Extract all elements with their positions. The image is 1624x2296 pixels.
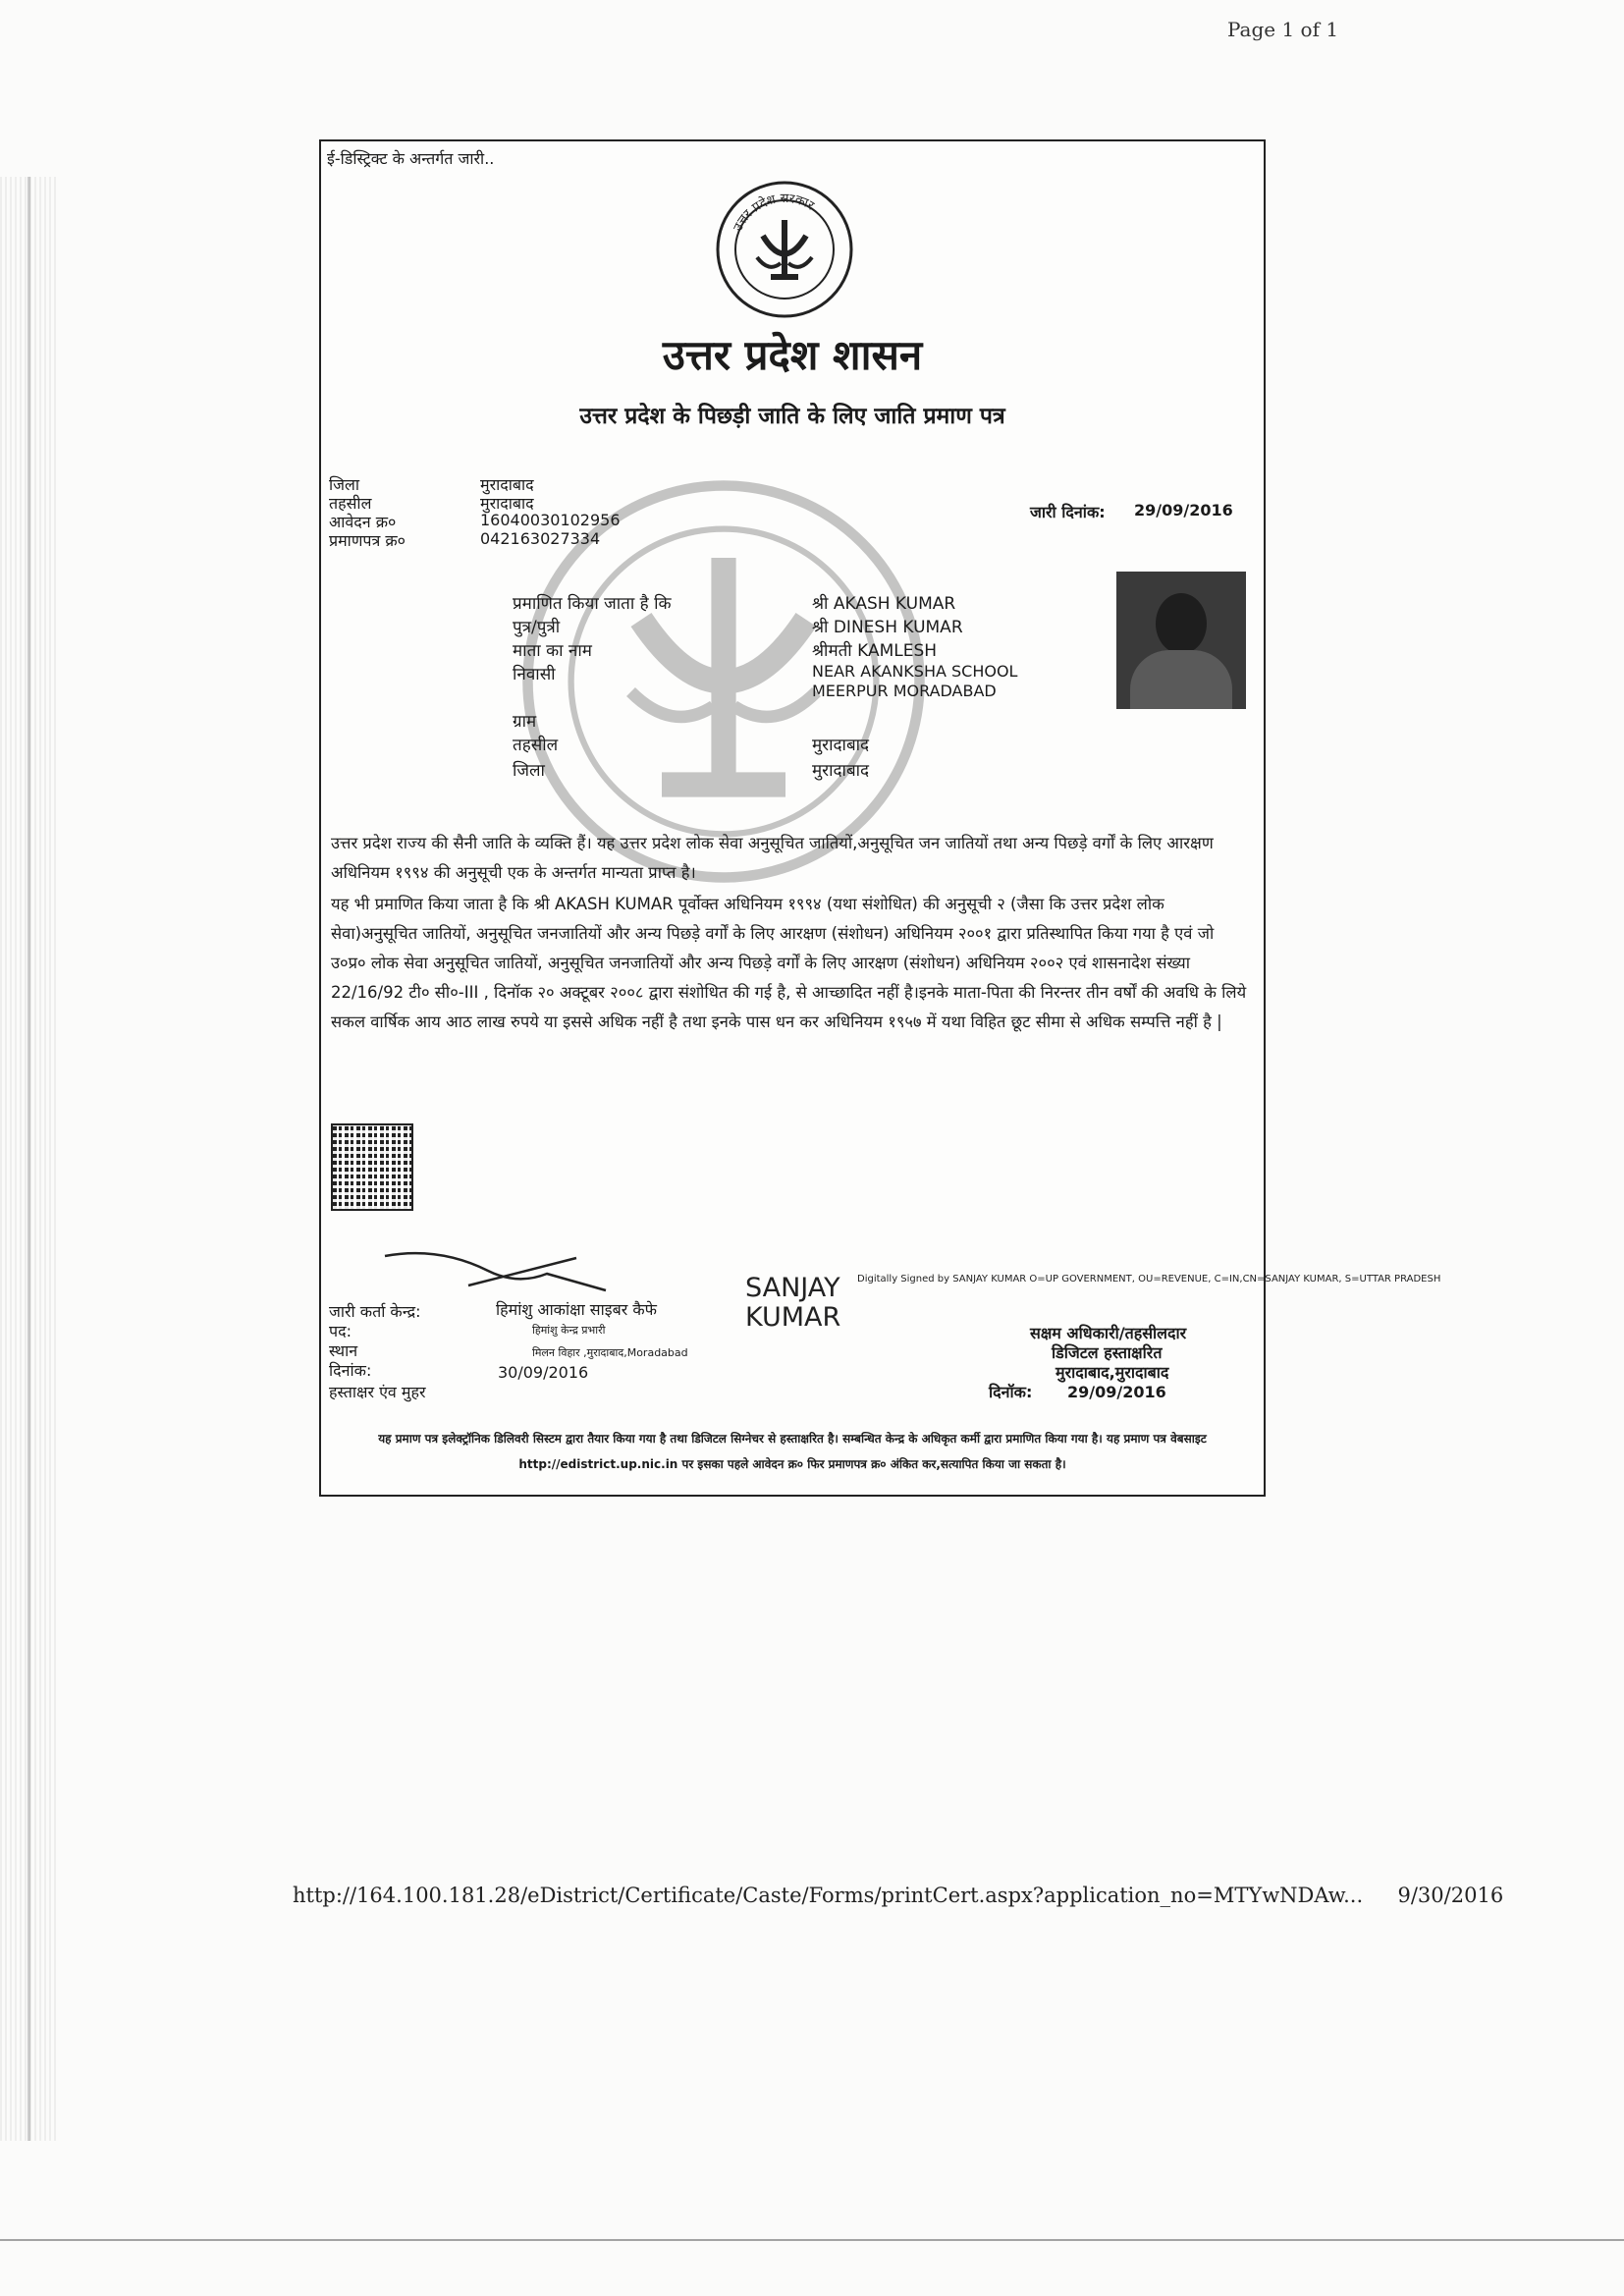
photo-head-shape bbox=[1156, 593, 1207, 654]
digital-signature-details: Digitally Signed by SANJAY KUMAR O=UP GOVERNMENT, OU=REVENUE, C=IN,CN=SANJAY KUMAR, S=UTTAR PRADESH bbox=[857, 1274, 1441, 1285]
authority-date-label: दिनॉक: bbox=[989, 1383, 1033, 1401]
print-url: http://164.100.181.28/eDistrict/Certificate/Caste/Forms/printCert.aspx?application_no=MTYwNDAw... bbox=[293, 1884, 1364, 1907]
child-label: पुत्र/पुत्री bbox=[513, 618, 561, 637]
village-label: ग्राम bbox=[513, 712, 537, 732]
bottom-scan-line bbox=[0, 2239, 1624, 2241]
photo-body-shape bbox=[1130, 650, 1232, 709]
certified-name: श्री AKASH KUMAR bbox=[812, 594, 956, 614]
issuer-place-label: स्थान bbox=[329, 1341, 358, 1360]
person-tehsil-label: तहसील bbox=[513, 736, 559, 755]
issue-date-label: जारी दिनांक: bbox=[1030, 503, 1106, 521]
caste-certificate bbox=[319, 139, 1441, 1497]
meta-district-label: जिला bbox=[329, 475, 360, 494]
issuer-center-label: जारी कर्ता केन्द्र: bbox=[329, 1302, 421, 1321]
issuer-date-label: दिनांक: bbox=[329, 1361, 372, 1380]
creamy-layer-paragraph: यह भी प्रमाणित किया जाता है कि श्री AKASH KUMAR पूर्वोक्त अधिनियम १९९४ (यथा संशोधित) की अनुसूची २ (जैसा कि उत्तर प्रदेश लोक सेवा)अनुसूचित जातियों, अनुसूचित जनजातियों और अन्य पिछड़े वर्गों के लिए आरक्षण (संशोधन) अधिनियम २००१ द्वारा प्रतिस्थापित किया गया है एवं जो उ०प्र० लोक सेवा अनुसूचित जातियों, अनुसूचित जनजातियों और अन्य पिछड़े वर्गों के लिए आरक्षण (संशोधन) अधिनियम २००२ एवं शासनादेश संख्या 22/16/92 टी० सी०-III , दिनॉक २० अक्टूबर २००८ द्वारा संशोधित की गई है, से आच्छादित नहीं है।इनके माता-पिता की निरन्तर तीन वर्षों की अवधि के लिये सकल वार्षिक आय आठ लाख रुपये या इससे अधिक नहीं है तथा इनके पास धन कर अधिनियम १९५७ में यथा विहित छूट सीमा से अधिक सम्पत्ति नहीं है | bbox=[331, 895, 1247, 1031]
meta-certificate-value: 042163027334 bbox=[480, 529, 601, 548]
scan-edge-line bbox=[27, 177, 30, 2141]
page-number-label: Page 1 of 1 bbox=[1227, 18, 1339, 41]
applicant-photo bbox=[1116, 572, 1246, 709]
authority-digital-sign: डिजिटल हस्ताक्षरित bbox=[1052, 1343, 1163, 1362]
issuer-center-value: हिमांशु आकांक्षा साइबर कैफे bbox=[496, 1300, 658, 1319]
meta-district-value: मुरादाबाद bbox=[480, 475, 534, 494]
certified-label: प्रमाणित किया जाता है कि bbox=[513, 594, 672, 614]
digital-signer-last-name: KUMAR bbox=[745, 1302, 841, 1333]
meta-certificate-label: प्रमाणपत्र क्र० bbox=[329, 531, 406, 550]
resident-label: निवासी bbox=[513, 665, 556, 684]
address-line-1: NEAR AKANKSHA SCHOOL bbox=[812, 662, 1018, 681]
mother-label: माता का नाम bbox=[513, 641, 592, 661]
person-district-label: जिला bbox=[513, 761, 545, 781]
handwritten-signature bbox=[380, 1246, 616, 1300]
meta-tehsil-value: मुरादाबाद bbox=[480, 494, 534, 513]
emblem-text: उत्तर प्रदेश सरकार bbox=[731, 191, 817, 235]
issuer-sign-label: हस्ताक्षर एंव मुहर bbox=[329, 1383, 426, 1401]
person-district-value: मुरादाबाद bbox=[812, 761, 870, 781]
meta-application-label: आवेदन क्र० bbox=[329, 513, 397, 531]
print-date: 9/30/2016 bbox=[1397, 1884, 1504, 1907]
issuer-place-value: मिलन विहार ,मुरादाबाद,Moradabad bbox=[532, 1346, 688, 1359]
up-government-emblem bbox=[714, 179, 856, 321]
authority-date-value: 29/09/2016 bbox=[1067, 1383, 1166, 1401]
authority-place: मुरादाबाद,मुरादाबाद bbox=[1056, 1363, 1169, 1382]
issuer-post-value: हिमांशु केन्द्र प्रभारी bbox=[532, 1324, 606, 1337]
issued-under-text: ई-डिस्ट्रिक्ट के अन्तर्गत जारी.. bbox=[327, 149, 495, 168]
digital-signer-first-name: SANJAY bbox=[745, 1273, 840, 1303]
caste-paragraph: उत्तर प्रदेश राज्य की सैनी जाति के व्यक्ति हैं। यह उत्तर प्रदेश लोक सेवा अनुसूचित जातियों,अनुसूचित जन जातियों तथा अन्य पिछड़े वर्गों के लिए आरक्षण अधिनियम १९९४ की अनुसूची एक के अन्तर्गत मान्यता प्राप्त है। bbox=[331, 834, 1214, 882]
address-line-2: MEERPUR MORADABAD bbox=[812, 682, 997, 700]
government-title: उत्तर प्रदेश शासन bbox=[662, 331, 923, 379]
verification-note: यह प्रमाण पत्र इलेक्ट्रॉनिक डिलिवरी सिस्टम द्वारा तैयार किया गया है तथा डिजिटल सिग्नेचर से हस्ताक्षरित है। सम्बन्धित केन्द्र के अधिकृत कर्मी द्वारा प्रमाणित किया गया है। यह प्रमाण पत्र वेबसाइट http://edistrict.up.nic.in पर इसका पहले आवेदन क्र० फिर प्रमाणपत्र क्र० अंकित कर,सत्यापित किया जा सकता है। bbox=[378, 1432, 1207, 1471]
print-url-line bbox=[293, 1884, 1503, 1907]
authority-title: सक्षम अधिकारी/तहसीलदार bbox=[1030, 1324, 1187, 1342]
issuer-post-label: पद: bbox=[329, 1322, 352, 1340]
mother-name: श्रीमती KAMLESH bbox=[812, 641, 938, 661]
certificate-title: उत्तर प्रदेश के पिछड़ी जाति के लिए जाति प्रमाण पत्र bbox=[579, 404, 1005, 429]
qr-code bbox=[331, 1123, 413, 1211]
meta-application-value: 16040030102956 bbox=[480, 511, 621, 529]
issuer-date-value: 30/09/2016 bbox=[498, 1363, 589, 1382]
issue-date-value: 29/09/2016 bbox=[1134, 501, 1233, 519]
father-name: श्री DINESH KUMAR bbox=[812, 618, 963, 637]
person-tehsil-value: मुरादाबाद bbox=[812, 736, 870, 755]
meta-tehsil-label: तहसील bbox=[329, 494, 372, 513]
